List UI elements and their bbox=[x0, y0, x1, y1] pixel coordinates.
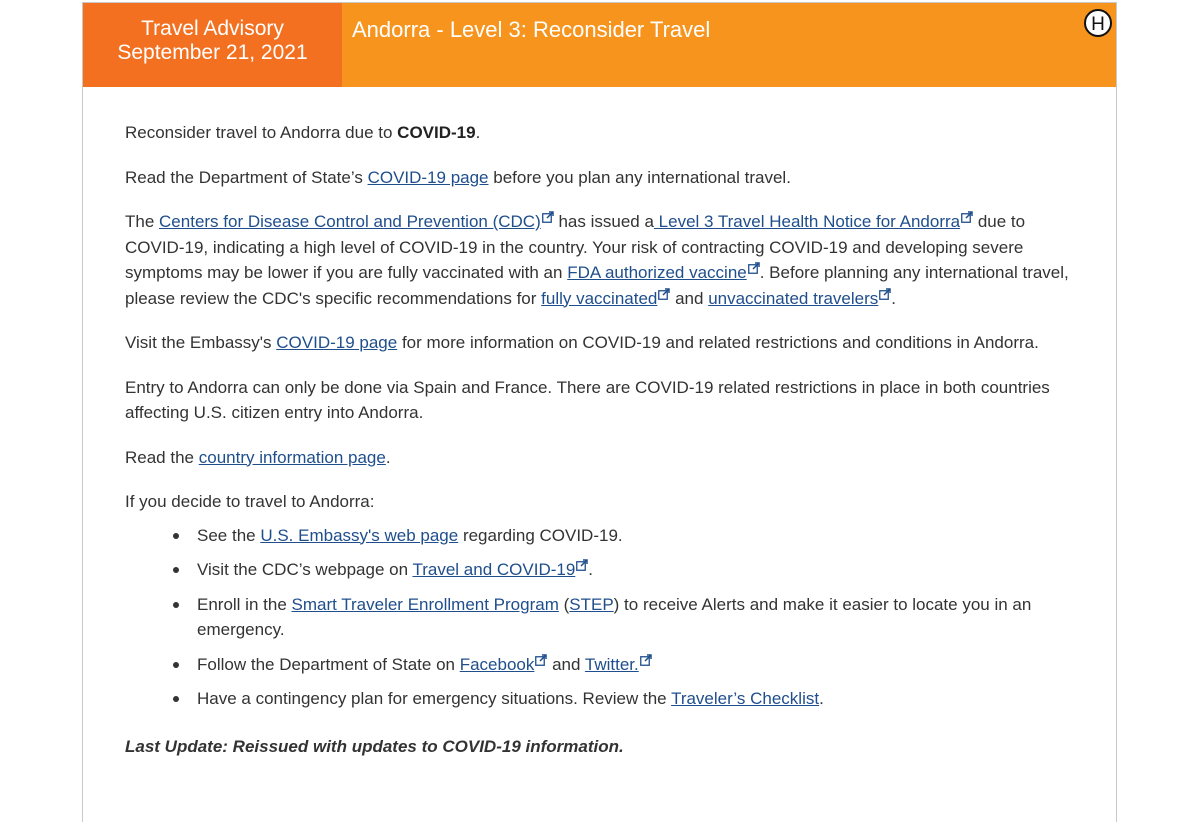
external-link-icon bbox=[542, 211, 554, 223]
unvaccinated-travelers-link[interactable]: unvaccinated travelers bbox=[708, 288, 879, 308]
paragraph-dos-covid bbox=[125, 165, 1085, 191]
external-link-icon bbox=[879, 288, 891, 300]
text: Reconsider travel to Andorra due to bbox=[125, 123, 398, 142]
external-link-icon bbox=[640, 654, 652, 666]
text: . bbox=[891, 288, 897, 308]
text: Follow the Department of State on bbox=[197, 654, 460, 674]
covid-bold-text: COVID-19 bbox=[397, 123, 476, 142]
cdc-link[interactable]: Centers for Disease Control and Prevention (CDC) bbox=[159, 212, 541, 231]
list-item bbox=[197, 652, 1085, 678]
external-link-icon bbox=[658, 288, 670, 300]
dos-covid-page-link[interactable]: COVID-19 page bbox=[367, 167, 489, 187]
advisory-body bbox=[125, 120, 1085, 759]
text: . bbox=[385, 447, 391, 467]
embassy-web-page-link[interactable]: U.S. Embassy's web page bbox=[260, 525, 459, 545]
text: . Before planning any international travel, please review the CDC's specific recommendations for bbox=[125, 263, 1069, 308]
text: regarding COVID-19. bbox=[458, 525, 623, 545]
advisory-header bbox=[83, 3, 1116, 87]
recommendation-list bbox=[125, 523, 1085, 712]
paragraph-entry bbox=[125, 375, 1085, 426]
text: If you decide to travel to Andorra: bbox=[125, 492, 375, 511]
text: for more information on COVID-19 and related restrictions and conditions in Andorra. bbox=[397, 333, 1039, 352]
text: . bbox=[819, 689, 824, 708]
text: due to COVID-19, indicating a high level of COVID-19 in the country. Your risk of contracting COVID-19 and developing severe symptoms may be lower if you are fully vaccinated with an bbox=[125, 212, 1026, 282]
text: The bbox=[125, 212, 160, 231]
advisory-date: September 21, 2021 bbox=[117, 41, 308, 64]
text: ( bbox=[558, 594, 570, 614]
travel-health-notice-link[interactable]: Level 3 Travel Health Notice for Andorra bbox=[653, 212, 961, 231]
travelers-checklist-link[interactable]: Traveler’s Checklist bbox=[671, 689, 820, 708]
list-item bbox=[197, 592, 1085, 643]
text: Enroll in the bbox=[197, 594, 292, 614]
travel-and-covid-link[interactable]: Travel and COVID-19 bbox=[412, 560, 576, 579]
text: Entry to Andorra can only be done via Spain and France. There are COVID-19 related restrictions in place in both countries affecting U.S. citizen entry into Andorra. bbox=[125, 377, 1050, 422]
advisory-date-block bbox=[83, 3, 342, 87]
embassy-covid-page-link[interactable]: COVID-19 page bbox=[276, 333, 398, 352]
twitter-link[interactable]: Twitter. bbox=[584, 654, 639, 674]
paragraph-embassy-covid bbox=[125, 330, 1085, 356]
text: See the bbox=[197, 525, 261, 545]
text: ) to receive Alerts and make it easier to locate you in an emergency. bbox=[197, 594, 1032, 639]
country-information-link[interactable]: country information page bbox=[198, 447, 386, 467]
health-indicator-badge: H bbox=[1084, 9, 1112, 37]
text: Visit the Embassy's bbox=[125, 333, 277, 352]
text: . bbox=[588, 560, 594, 579]
facebook-link[interactable]: Facebook bbox=[459, 654, 535, 674]
fda-vaccine-link[interactable]: FDA authorized vaccine bbox=[567, 263, 747, 282]
paragraph-if-travel bbox=[125, 489, 1085, 515]
advisory-title: Andorra - Level 3: Reconsider Travel bbox=[352, 17, 711, 42]
list-item bbox=[197, 523, 1085, 549]
text: . bbox=[475, 123, 481, 142]
last-update-note: Last Update: Reissued with updates to COVID-19 information. bbox=[125, 736, 624, 756]
text: Have a contingency plan for emergency situations. Review the bbox=[197, 689, 672, 708]
text: Visit the CDC’s webpage on bbox=[197, 560, 413, 579]
paragraph-cdc bbox=[125, 209, 1085, 311]
paragraph-reconsider bbox=[125, 120, 1085, 146]
advisory-card bbox=[82, 2, 1117, 822]
advisory-label: Travel Advisory bbox=[141, 17, 284, 40]
fully-vaccinated-link[interactable]: fully vaccinated bbox=[541, 288, 658, 308]
external-link-icon bbox=[576, 559, 588, 571]
text: and bbox=[547, 654, 585, 674]
step-link[interactable]: STEP bbox=[569, 594, 614, 614]
paragraph-country-info bbox=[125, 445, 1085, 471]
external-link-icon bbox=[961, 211, 973, 223]
text: and bbox=[670, 288, 709, 308]
text: has issued a bbox=[553, 212, 654, 231]
list-item bbox=[197, 557, 1085, 583]
list-item bbox=[197, 686, 1085, 712]
external-link-icon bbox=[535, 654, 547, 666]
text: before you plan any international travel. bbox=[488, 167, 791, 187]
text: Read the Department of State’s bbox=[125, 167, 368, 187]
text: Read the bbox=[125, 447, 199, 467]
external-link-icon bbox=[748, 262, 760, 274]
smart-traveler-link[interactable]: Smart Traveler Enrollment Program bbox=[291, 594, 559, 614]
